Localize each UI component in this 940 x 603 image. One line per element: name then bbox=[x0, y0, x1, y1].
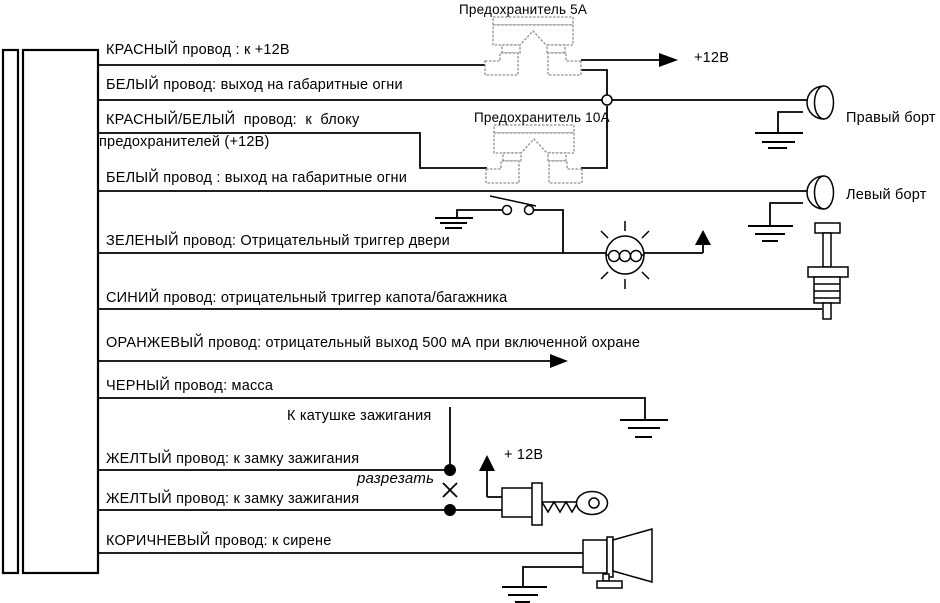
ground-icon bbox=[502, 587, 547, 602]
left-board-label: Левый борт bbox=[846, 187, 927, 203]
plus12v-top-label: +12В bbox=[694, 50, 730, 66]
ignition-coil-label: К катушке зажигания bbox=[287, 408, 432, 424]
green-wire-label: ЗЕЛЕНЫЙ провод: Отрицательный триггер двери bbox=[106, 233, 450, 249]
fuse-5a-label: Предохранитель 5А bbox=[459, 2, 588, 17]
fuse-5a-symbol bbox=[485, 17, 581, 75]
red-white-wire-label-1: КРАСНЫЙ/БЕЛЫЙ провод: к блоку bbox=[106, 112, 360, 128]
cut-mark-x-icon bbox=[443, 483, 457, 497]
ground-icon bbox=[755, 133, 803, 148]
right-board-lamp-icon bbox=[755, 86, 834, 148]
splice-dot bbox=[444, 464, 456, 476]
siren-icon bbox=[502, 529, 652, 602]
arrow-right-icon bbox=[659, 53, 678, 67]
door-switch-icon bbox=[435, 196, 563, 253]
hood-pin-switch-icon bbox=[808, 223, 848, 319]
ground-icon bbox=[435, 218, 473, 228]
arrow-up-icon bbox=[695, 230, 711, 245]
dome-light-icon bbox=[601, 221, 649, 289]
orange-wire-label: ОРАНЖЕВЫЙ провод: отрицательный выход 500 мА при включенной охране bbox=[106, 335, 641, 351]
brown-wire-label: КОРИЧНЕВЫЙ провод: к сирене bbox=[106, 533, 332, 549]
junction-terminal-icon bbox=[602, 95, 612, 105]
plus12v-ignition-label: + 12В bbox=[504, 447, 544, 463]
red-wire-label: КРАСНЫЙ провод : к +12В bbox=[106, 42, 290, 58]
splice-dot bbox=[444, 504, 456, 516]
alarm-connector-block bbox=[3, 50, 98, 573]
right-board-label: Правый борт bbox=[846, 110, 936, 126]
yellow-wire-2-label: ЖЕЛТЫЙ провод: к замку зажигания bbox=[106, 491, 360, 507]
orange-wire bbox=[98, 354, 568, 368]
white-right-wire-label: БЕЛЫЙ провод: выход на габаритные огни bbox=[106, 77, 403, 93]
blue-wire-label: СИНИЙ провод: отрицательный триггер капота/багажника bbox=[106, 290, 508, 306]
ground-icon bbox=[748, 226, 793, 241]
arrow-right-icon bbox=[550, 354, 568, 368]
yellow-wire-1-label: ЖЕЛТЫЙ провод: к замку зажигания bbox=[106, 451, 360, 467]
cut-label: разрезать bbox=[357, 470, 435, 487]
arrow-up-icon bbox=[479, 455, 495, 471]
fuse-10a-symbol bbox=[486, 125, 582, 183]
ignition-lock-icon bbox=[502, 483, 608, 525]
fuse-10a-label: Предохранитель 10А bbox=[474, 110, 610, 125]
ignition-plus12-arrow bbox=[479, 455, 502, 497]
ground-icon bbox=[620, 420, 668, 437]
black-wire-label: ЧЕРНЫЙ провод: масса bbox=[106, 378, 274, 394]
white-left-wire-label: БЕЛЫЙ провод : выход на габаритные огни bbox=[106, 170, 408, 186]
red-white-wire-label-2: предохранителей (+12В) bbox=[99, 134, 270, 150]
